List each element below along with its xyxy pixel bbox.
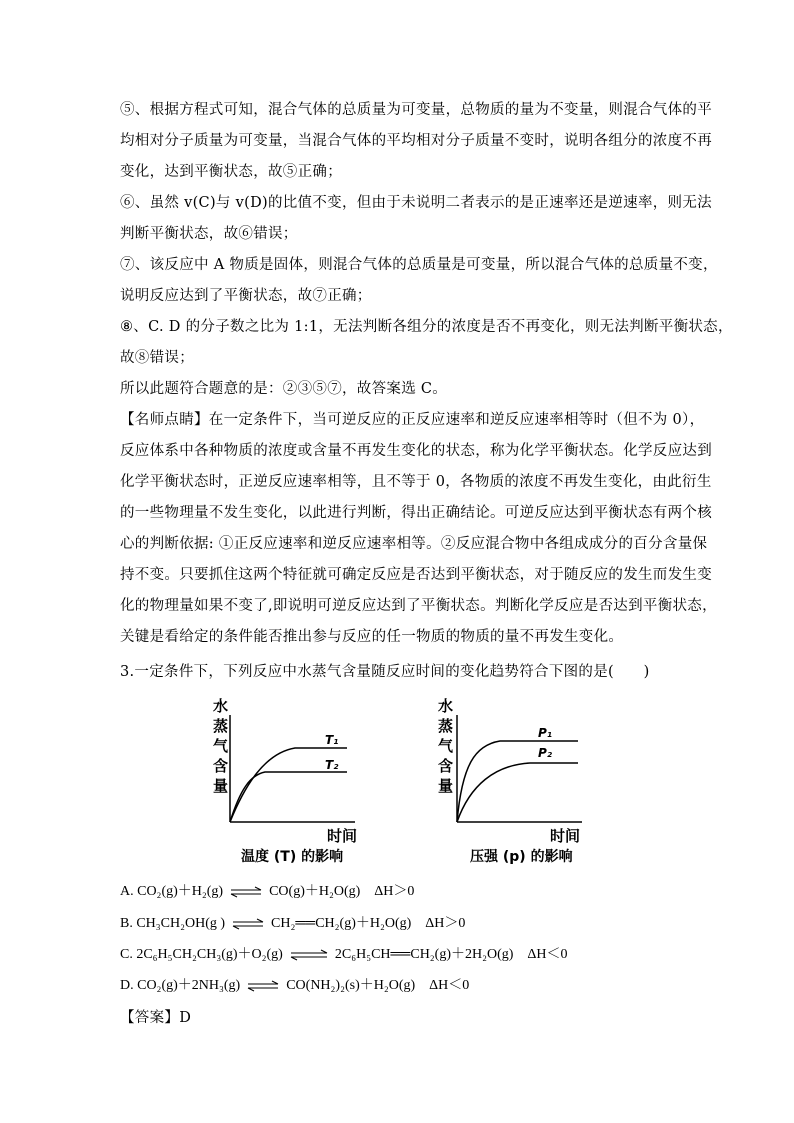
y-axis-label-char: 水 [438, 697, 454, 715]
chart-pressure-effect [430, 695, 595, 865]
series-label-p2: P₂ [538, 746, 553, 760]
paragraph-line: 持不变。只要抓住这两个特征就可确定反应是否达到平衡状态，对于随反应的发生而发生变 [120, 567, 712, 583]
paragraph-line: ⑧、C. D 的分子数之比为 1:1，无法判断各组分的浓度是否不再变化，则无法判断平衡状态， [120, 319, 733, 335]
y-axis-label-char: 量 [213, 777, 229, 795]
paragraph-line: 关键是看给定的条件能否推出参与反应的任一物质的物质的量不再发生变化。 [120, 629, 624, 645]
option-c-products: 2C₆H₅CH══CH₂(g)＋2H₂O(g) ΔH＜0 [334, 947, 568, 962]
option-b-products: CH₂══CH₂(g)＋H₂O(g) ΔH＞0 [271, 916, 466, 931]
reversible-arrow-icon [231, 918, 265, 930]
reversible-arrow-icon [246, 980, 280, 992]
y-axis-label-char: 蒸 [438, 717, 454, 735]
paragraph-line: 的一些物理量不发生变化，以此进行判断，得出正确结论。可逆反应达到平衡状态有两个核 [120, 505, 712, 521]
option-a-reactants: A. CO₂(g)＋H₂(g) [120, 884, 224, 899]
option-d [120, 976, 469, 996]
paragraph-line: 所以此题符合题意的是：②③⑤⑦，故答案选 C。 [120, 381, 448, 397]
reversible-arrow-icon [289, 949, 329, 961]
chart-caption: 温度 (T) 的影响 [241, 849, 344, 865]
series-line-p2 [457, 763, 578, 822]
paragraph-line: ⑥、虽然 v(C)与 v(D)的比值不变，但由于未说明二者表示的是正速率还是逆速率，则无法 [120, 195, 712, 211]
option-d-reactants: D. CO₂(g)＋2NH₃(g) [120, 978, 241, 993]
paragraph-line: 反应体系中各种物质的浓度或含量不再发生变化的状态，称为化学平衡状态。化学反应达到 [120, 443, 712, 459]
y-axis-label-char: 气 [438, 737, 454, 755]
option-b-reactants: B. CH₃CH₂OH(g ) [120, 916, 226, 931]
x-axis-label: 时间 [327, 827, 358, 845]
paragraph-line: 故⑧错误； [120, 350, 194, 366]
option-b [120, 914, 465, 934]
paragraph-line: 心的判断依据: ①正反应速率和逆反应速率相等。②反应混合物中各组成成分的百分含量保 [120, 536, 708, 552]
option-c [120, 945, 568, 965]
y-axis-label-char: 蒸 [213, 717, 229, 735]
option-a-products: CO(g)＋H₂O(g) ΔH＞0 [269, 884, 415, 899]
x-axis-label: 时间 [550, 827, 581, 845]
paragraph-line: 说明反应达到了平衡状态，故⑦正确； [120, 288, 372, 304]
y-axis-label-char: 含 [213, 757, 229, 775]
paragraph-line: 化的物理量如果不变了,即说明可逆反应达到了平衡状态。判断化学反应是否达到平衡状态， [120, 598, 717, 614]
option-d-products: CO(NH₂)₂(s)＋H₂O(g) ΔH＜0 [286, 978, 470, 993]
y-axis-label-char: 水 [213, 697, 229, 715]
paragraph-line: 变化，达到平衡状态，故⑤正确； [120, 164, 342, 180]
paragraph-line: 均相对分子质量为可变量，当混合气体的平均相对分子质量不变时，说明各组分的浓度不再 [120, 133, 712, 149]
option-a [120, 882, 414, 902]
series-line-t2 [230, 772, 347, 822]
series-label-p1: P₁ [538, 726, 553, 740]
chart-caption: 压强 (p) 的影响 [470, 849, 573, 865]
answer-line: 【答案】D [120, 1010, 192, 1026]
y-axis-label-char: 含 [438, 757, 454, 775]
series-label-t1: T₁ [325, 733, 339, 747]
question-stem: 3.一定条件下，下列反应中水蒸气含量随反应时间的变化趋势符合下图的是( ) [120, 664, 650, 680]
chart-temperature-effect [205, 695, 370, 865]
y-axis-label-char: 气 [213, 737, 229, 755]
option-c-reactants: C. 2C₆H₅CH₂CH₃(g)＋O₂(g) [120, 947, 283, 962]
paragraph-line: 化学平衡状态时，正逆反应速率相等，且不等于 0，各物质的浓度不再发生变化，由此衍生 [120, 474, 712, 490]
y-axis-label-char: 量 [438, 777, 454, 795]
tip-paragraph-line: 【名师点睛】在一定条件下，当可逆反应的正反应速率和逆反应速率相等时（但不为 0）， [120, 412, 705, 428]
reversible-arrow-icon [229, 886, 263, 898]
paragraph-line: 判断平衡状态，故⑥错误； [120, 226, 298, 242]
series-line-p1 [457, 741, 578, 822]
paragraph-line: ⑤、根据方程式可知，混合气体的总质量为可变量，总物质的量为不变量，则混合气体的平 [120, 102, 712, 118]
paragraph-line: ⑦、该反应中 A 物质是固体，则混合气体的总质量是可变量，所以混合气体的总质量不变， [120, 257, 718, 273]
series-label-t2: T₂ [325, 758, 339, 772]
